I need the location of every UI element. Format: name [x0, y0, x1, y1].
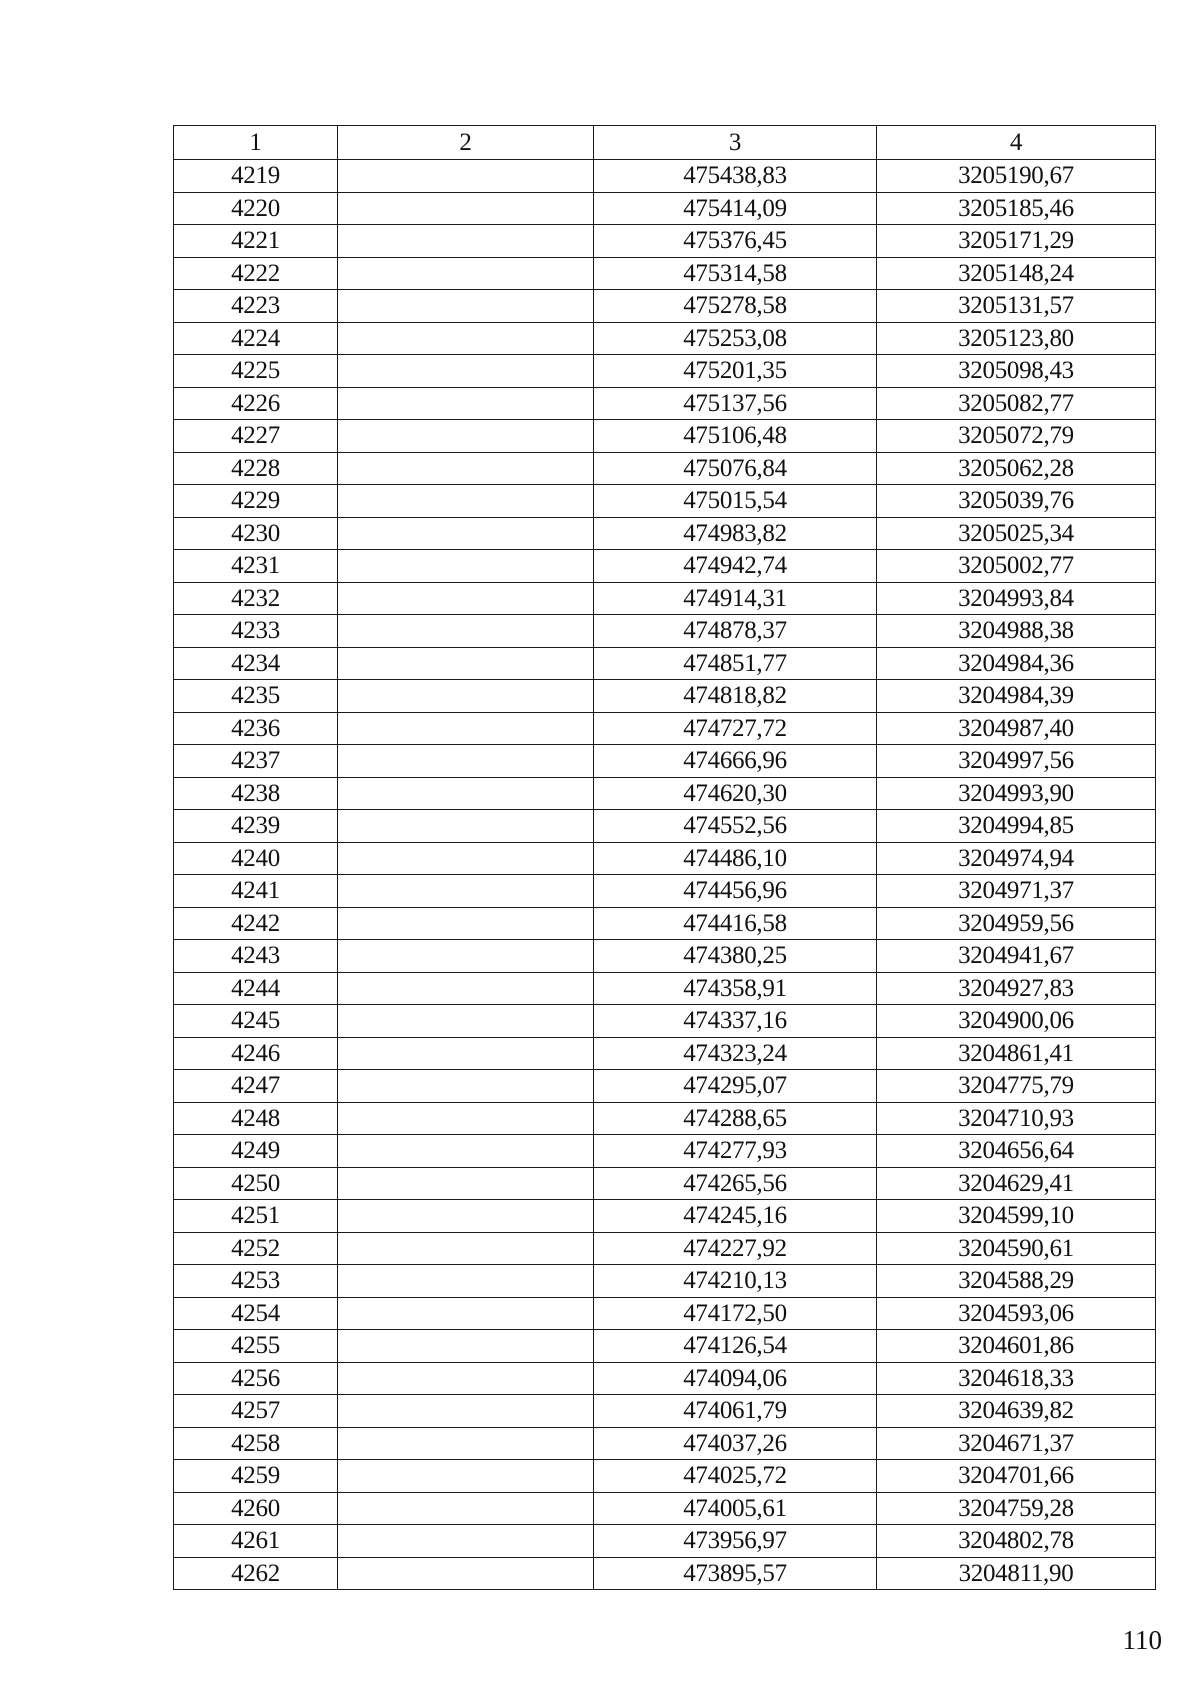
- y-coordinate-cell: 3204618,33: [877, 1362, 1156, 1395]
- x-coordinate-cell: 475106,48: [594, 420, 877, 453]
- table-row: [174, 1362, 1156, 1395]
- table-row: [174, 777, 1156, 810]
- description-cell: [338, 1525, 594, 1558]
- y-coordinate-cell: 3204974,94: [877, 842, 1156, 875]
- table-row: [174, 1525, 1156, 1558]
- point-number-cell: 4253: [174, 1265, 338, 1298]
- y-coordinate-cell: 3204987,40: [877, 712, 1156, 745]
- table-row: [174, 550, 1156, 583]
- table-header: [174, 126, 1156, 160]
- header-row: [174, 126, 1156, 160]
- description-cell: [338, 712, 594, 745]
- point-number-cell: 4243: [174, 940, 338, 973]
- description-cell: [338, 972, 594, 1005]
- x-coordinate-cell: 475376,45: [594, 225, 877, 258]
- x-coordinate-cell: 475253,08: [594, 322, 877, 355]
- description-cell: [338, 420, 594, 453]
- column-header-3: 3: [594, 126, 877, 160]
- description-cell: [338, 647, 594, 680]
- table-row: [174, 842, 1156, 875]
- point-number-cell: 4227: [174, 420, 338, 453]
- x-coordinate-cell: 474486,10: [594, 842, 877, 875]
- y-coordinate-cell: 3205190,67: [877, 160, 1156, 193]
- point-number-cell: 4246: [174, 1037, 338, 1070]
- y-coordinate-cell: 3204993,90: [877, 777, 1156, 810]
- x-coordinate-cell: 475278,58: [594, 290, 877, 323]
- point-number-cell: 4239: [174, 810, 338, 843]
- table-row: [174, 225, 1156, 258]
- description-cell: [338, 1135, 594, 1168]
- table-row: [174, 485, 1156, 518]
- page-number: 110: [1122, 1625, 1162, 1655]
- y-coordinate-cell: 3204959,56: [877, 907, 1156, 940]
- description-cell: [338, 940, 594, 973]
- y-coordinate-cell: 3205082,77: [877, 387, 1156, 420]
- y-coordinate-cell: 3204984,39: [877, 680, 1156, 713]
- y-coordinate-cell: 3205039,76: [877, 485, 1156, 518]
- point-number-cell: 4226: [174, 387, 338, 420]
- y-coordinate-cell: 3205062,28: [877, 452, 1156, 485]
- x-coordinate-cell: 474727,72: [594, 712, 877, 745]
- point-number-cell: 4262: [174, 1557, 338, 1590]
- table-row: [174, 647, 1156, 680]
- table-row: [174, 1135, 1156, 1168]
- y-coordinate-cell: 3205002,77: [877, 550, 1156, 583]
- table-row: [174, 1557, 1156, 1590]
- table-row: [174, 452, 1156, 485]
- description-cell: [338, 485, 594, 518]
- description-cell: [338, 777, 594, 810]
- point-number-cell: 4230: [174, 517, 338, 550]
- y-coordinate-cell: 3204759,28: [877, 1492, 1156, 1525]
- description-cell: [338, 1460, 594, 1493]
- table-row: [174, 810, 1156, 843]
- x-coordinate-cell: 474025,72: [594, 1460, 877, 1493]
- y-coordinate-cell: 3204811,90: [877, 1557, 1156, 1590]
- point-number-cell: 4229: [174, 485, 338, 518]
- table-row: [174, 257, 1156, 290]
- description-cell: [338, 1427, 594, 1460]
- y-coordinate-cell: 3204941,67: [877, 940, 1156, 973]
- x-coordinate-cell: 474172,50: [594, 1297, 877, 1330]
- y-coordinate-cell: 3204639,82: [877, 1395, 1156, 1428]
- x-coordinate-cell: 474878,37: [594, 615, 877, 648]
- x-coordinate-cell: 474942,74: [594, 550, 877, 583]
- description-cell: [338, 1265, 594, 1298]
- x-coordinate-cell: 474456,96: [594, 875, 877, 908]
- table-row: [174, 615, 1156, 648]
- description-cell: [338, 452, 594, 485]
- description-cell: [338, 1037, 594, 1070]
- table-row: [174, 1037, 1156, 1070]
- table-row: [174, 387, 1156, 420]
- point-number-cell: 4234: [174, 647, 338, 680]
- point-number-cell: 4232: [174, 582, 338, 615]
- table-row: [174, 1460, 1156, 1493]
- description-cell: [338, 842, 594, 875]
- description-cell: [338, 1557, 594, 1590]
- y-coordinate-cell: 3204656,64: [877, 1135, 1156, 1168]
- description-cell: [338, 550, 594, 583]
- x-coordinate-cell: 474037,26: [594, 1427, 877, 1460]
- table-row: [174, 712, 1156, 745]
- x-coordinate-cell: 475076,84: [594, 452, 877, 485]
- x-coordinate-cell: 474914,31: [594, 582, 877, 615]
- description-cell: [338, 907, 594, 940]
- column-header-2: 2: [338, 126, 594, 160]
- x-coordinate-cell: 474337,16: [594, 1005, 877, 1038]
- x-coordinate-cell: 474620,30: [594, 777, 877, 810]
- description-cell: [338, 680, 594, 713]
- table-row: [174, 582, 1156, 615]
- table-row: [174, 940, 1156, 973]
- table-row: [174, 1395, 1156, 1428]
- description-cell: [338, 355, 594, 388]
- y-coordinate-cell: 3204927,83: [877, 972, 1156, 1005]
- description-cell: [338, 745, 594, 778]
- table-row: [174, 1167, 1156, 1200]
- description-cell: [338, 582, 594, 615]
- table-row: [174, 290, 1156, 323]
- x-coordinate-cell: 474666,96: [594, 745, 877, 778]
- point-number-cell: 4219: [174, 160, 338, 193]
- description-cell: [338, 1005, 594, 1038]
- point-number-cell: 4259: [174, 1460, 338, 1493]
- x-coordinate-cell: 474818,82: [594, 680, 877, 713]
- table-row: [174, 1200, 1156, 1233]
- y-coordinate-cell: 3204710,93: [877, 1102, 1156, 1135]
- description-cell: [338, 160, 594, 193]
- y-coordinate-cell: 3205098,43: [877, 355, 1156, 388]
- y-coordinate-cell: 3204900,06: [877, 1005, 1156, 1038]
- table-row: [174, 192, 1156, 225]
- table-body: [174, 160, 1156, 1590]
- x-coordinate-cell: 474983,82: [594, 517, 877, 550]
- point-number-cell: 4225: [174, 355, 338, 388]
- y-coordinate-cell: 3204590,61: [877, 1232, 1156, 1265]
- table-row: [174, 322, 1156, 355]
- point-number-cell: 4261: [174, 1525, 338, 1558]
- y-coordinate-cell: 3204971,37: [877, 875, 1156, 908]
- point-number-cell: 4236: [174, 712, 338, 745]
- point-number-cell: 4224: [174, 322, 338, 355]
- y-coordinate-cell: 3204593,06: [877, 1297, 1156, 1330]
- point-number-cell: 4240: [174, 842, 338, 875]
- description-cell: [338, 225, 594, 258]
- x-coordinate-cell: 474265,56: [594, 1167, 877, 1200]
- x-coordinate-cell: 474380,25: [594, 940, 877, 973]
- x-coordinate-cell: 474295,07: [594, 1070, 877, 1103]
- y-coordinate-cell: 3204984,36: [877, 647, 1156, 680]
- description-cell: [338, 387, 594, 420]
- x-coordinate-cell: 475314,58: [594, 257, 877, 290]
- point-number-cell: 4233: [174, 615, 338, 648]
- point-number-cell: 4250: [174, 1167, 338, 1200]
- x-coordinate-cell: 473956,97: [594, 1525, 877, 1558]
- x-coordinate-cell: 475414,09: [594, 192, 877, 225]
- description-cell: [338, 810, 594, 843]
- point-number-cell: 4235: [174, 680, 338, 713]
- x-coordinate-cell: 474094,06: [594, 1362, 877, 1395]
- y-coordinate-cell: 3204671,37: [877, 1427, 1156, 1460]
- point-number-cell: 4248: [174, 1102, 338, 1135]
- description-cell: [338, 1167, 594, 1200]
- column-header-1: 1: [174, 126, 338, 160]
- table-row: [174, 420, 1156, 453]
- table-row: [174, 907, 1156, 940]
- description-cell: [338, 1200, 594, 1233]
- table-row: [174, 1102, 1156, 1135]
- table-row: [174, 875, 1156, 908]
- point-number-cell: 4238: [174, 777, 338, 810]
- point-number-cell: 4260: [174, 1492, 338, 1525]
- y-coordinate-cell: 3205131,57: [877, 290, 1156, 323]
- y-coordinate-cell: 3205148,24: [877, 257, 1156, 290]
- point-number-cell: 4252: [174, 1232, 338, 1265]
- description-cell: [338, 322, 594, 355]
- point-number-cell: 4228: [174, 452, 338, 485]
- table-row: [174, 680, 1156, 713]
- table-row: [174, 1492, 1156, 1525]
- description-cell: [338, 517, 594, 550]
- table-row: [174, 517, 1156, 550]
- table-row: [174, 745, 1156, 778]
- description-cell: [338, 1070, 594, 1103]
- point-number-cell: 4257: [174, 1395, 338, 1428]
- x-coordinate-cell: 474552,56: [594, 810, 877, 843]
- description-cell: [338, 615, 594, 648]
- description-cell: [338, 192, 594, 225]
- description-cell: [338, 875, 594, 908]
- table-row: [174, 972, 1156, 1005]
- y-coordinate-cell: 3204599,10: [877, 1200, 1156, 1233]
- x-coordinate-cell: 474288,65: [594, 1102, 877, 1135]
- description-cell: [338, 290, 594, 323]
- point-number-cell: 4251: [174, 1200, 338, 1233]
- x-coordinate-cell: 473895,57: [594, 1557, 877, 1590]
- y-coordinate-cell: 3204861,41: [877, 1037, 1156, 1070]
- y-coordinate-cell: 3204993,84: [877, 582, 1156, 615]
- x-coordinate-cell: 474323,24: [594, 1037, 877, 1070]
- point-number-cell: 4242: [174, 907, 338, 940]
- table-row: [174, 1265, 1156, 1298]
- table-row: [174, 355, 1156, 388]
- point-number-cell: 4241: [174, 875, 338, 908]
- y-coordinate-cell: 3205123,80: [877, 322, 1156, 355]
- point-number-cell: 4247: [174, 1070, 338, 1103]
- y-coordinate-cell: 3204775,79: [877, 1070, 1156, 1103]
- point-number-cell: 4249: [174, 1135, 338, 1168]
- description-cell: [338, 1297, 594, 1330]
- point-number-cell: 4245: [174, 1005, 338, 1038]
- table-row: [174, 1232, 1156, 1265]
- y-coordinate-cell: 3204629,41: [877, 1167, 1156, 1200]
- y-coordinate-cell: 3204588,29: [877, 1265, 1156, 1298]
- column-header-4: 4: [877, 126, 1156, 160]
- table-row: [174, 1297, 1156, 1330]
- y-coordinate-cell: 3205171,29: [877, 225, 1156, 258]
- y-coordinate-cell: 3204802,78: [877, 1525, 1156, 1558]
- point-number-cell: 4244: [174, 972, 338, 1005]
- description-cell: [338, 1232, 594, 1265]
- y-coordinate-cell: 3204601,86: [877, 1330, 1156, 1363]
- point-number-cell: 4258: [174, 1427, 338, 1460]
- table-row: [174, 1070, 1156, 1103]
- x-coordinate-cell: 474005,61: [594, 1492, 877, 1525]
- y-coordinate-cell: 3204994,85: [877, 810, 1156, 843]
- x-coordinate-cell: 474416,58: [594, 907, 877, 940]
- point-number-cell: 4223: [174, 290, 338, 323]
- x-coordinate-cell: 474851,77: [594, 647, 877, 680]
- description-cell: [338, 1102, 594, 1135]
- y-coordinate-cell: 3204701,66: [877, 1460, 1156, 1493]
- table-row: [174, 160, 1156, 193]
- point-number-cell: 4237: [174, 745, 338, 778]
- x-coordinate-cell: 474210,13: [594, 1265, 877, 1298]
- point-number-cell: 4221: [174, 225, 338, 258]
- table-row: [174, 1005, 1156, 1038]
- x-coordinate-cell: 474358,91: [594, 972, 877, 1005]
- x-coordinate-cell: 474245,16: [594, 1200, 877, 1233]
- description-cell: [338, 1492, 594, 1525]
- y-coordinate-cell: 3205072,79: [877, 420, 1156, 453]
- x-coordinate-cell: 475137,56: [594, 387, 877, 420]
- coordinates-table: [173, 125, 1156, 1590]
- x-coordinate-cell: 475438,83: [594, 160, 877, 193]
- description-cell: [338, 1395, 594, 1428]
- y-coordinate-cell: 3205025,34: [877, 517, 1156, 550]
- point-number-cell: 4255: [174, 1330, 338, 1363]
- description-cell: [338, 1330, 594, 1363]
- x-coordinate-cell: 474126,54: [594, 1330, 877, 1363]
- x-coordinate-cell: 474227,92: [594, 1232, 877, 1265]
- x-coordinate-cell: 474277,93: [594, 1135, 877, 1168]
- y-coordinate-cell: 3204997,56: [877, 745, 1156, 778]
- point-number-cell: 4256: [174, 1362, 338, 1395]
- description-cell: [338, 1362, 594, 1395]
- y-coordinate-cell: 3204988,38: [877, 615, 1156, 648]
- point-number-cell: 4222: [174, 257, 338, 290]
- point-number-cell: 4220: [174, 192, 338, 225]
- x-coordinate-cell: 474061,79: [594, 1395, 877, 1428]
- table-row: [174, 1427, 1156, 1460]
- point-number-cell: 4231: [174, 550, 338, 583]
- x-coordinate-cell: 475015,54: [594, 485, 877, 518]
- description-cell: [338, 257, 594, 290]
- x-coordinate-cell: 475201,35: [594, 355, 877, 388]
- y-coordinate-cell: 3205185,46: [877, 192, 1156, 225]
- point-number-cell: 4254: [174, 1297, 338, 1330]
- table-row: [174, 1330, 1156, 1363]
